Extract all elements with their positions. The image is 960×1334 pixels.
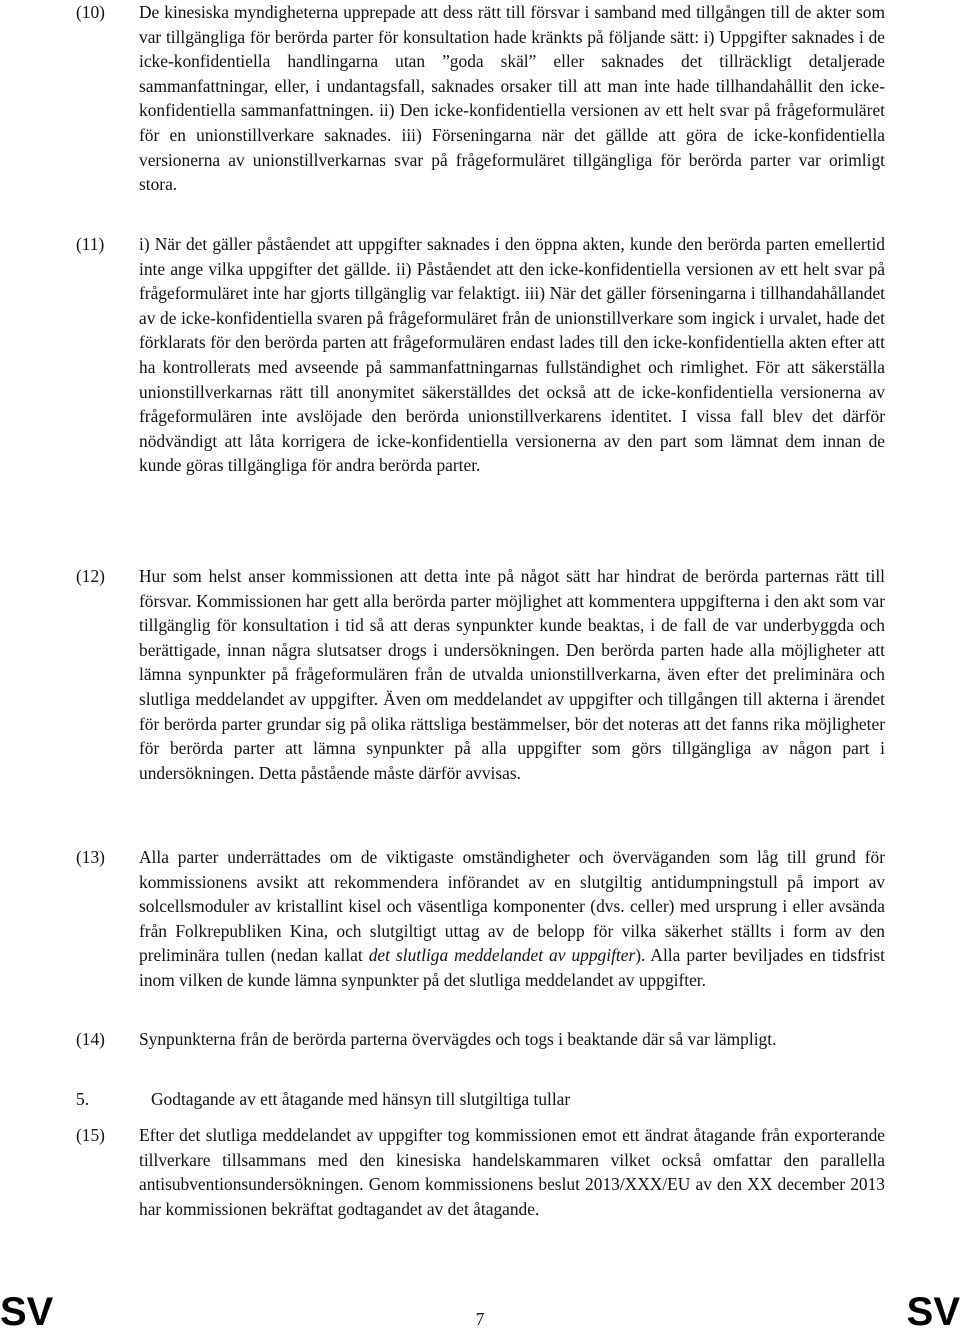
- section-title: Godtagande av ett åtagande med hänsyn till slutgiltiga tullar: [151, 1089, 571, 1109]
- paragraph-text: i) När det gäller påståendet att uppgifter saknades i den öppna akten, kunde den berörda parten emellertid inte ange vilka uppgifter det gällde. ii) Påståendet att den icke-konfidentiella versionen av ett helt svar på frågeformuläret inte har gjorts tillgänglig var felaktigt. iii) När det gäller förseningarna i tillhandahållandet av de icke-konfidentiella svaren på frågeformuläret från de unionstillverkare som ingick i urvalet, hade det förklarats för den berörda parten att frågeformulären endast lades till den icke-konfidentiella akten efter att ha kontrollerats med avseende på sammanfattningarnas fullständighet och rimlighet. För att säkerställa unionstillverkarnas rätt till anonymitet säkerställdes det också att de icke-konfidentiella versionerna av frågeformulären inte avslöjade den berörda unionstillverkarens identitet. I vissa fall blev det därför nödvändigt att låta korrigera de icke-konfidentiella versionerna av den part som lämnat dem innan de kunde göras tillgängliga för andra berörda parter.: [139, 234, 885, 476]
- paragraph-number: (15): [76, 1125, 105, 1145]
- paragraph-text-end: ). Alla parter beviljades en tidsfrist inom vilken de kunde lämna synpunkter på det slutliga meddelandet av uppgifter.: [139, 945, 885, 990]
- paragraph-number: (14): [76, 1029, 105, 1049]
- paragraph-text: De kinesiska myndigheterna upprepade att dess rätt till försvar i samband med tillgången till de akter som var tillgängliga för berörda parter för konsultation hade kränkts på följande sätt: i) Uppgifter saknades i de icke-konfidentiella handlingarna utan ”goda skäl” eller saknades det tillräckligt detaljerade sammanfattningar, eller, i undantagsfall, saknades orsaker till att man inte hade tillhandahållit den icke-konfidentiella sammanfattningen. ii) Den icke-konfidentiella versionen av ett helt svar på frågeformuläret för en unionstillverkare saknades. iii) Förseningarna när det gällde att göra de icke-konfidentiella versionerna av unionstillverkarnas svar på frågeformuläret tillgängliga för berörda parter var orimligt stora.: [139, 2, 885, 195]
- paragraph-number: (13): [76, 847, 105, 867]
- footer-language-code: SV: [0, 1290, 54, 1334]
- paragraph-text: [139, 845, 885, 993]
- paragraph-text: Efter det slutliga meddelandet av uppgifter tog kommissionen emot ett ändrat åtagande från exporterande tillverkare tillsammans med den kinesiska handelskammaren vilket också omfattar den parallella antisubventionsundersökningen. Genom kommissionens beslut 2013/XXX/EU av den XX december 2013 har kommissionen bekräftat godtagandet av det åtagande.: [139, 1125, 885, 1219]
- paragraph-number: (10): [76, 2, 105, 22]
- paragraph-number: (11): [76, 234, 105, 254]
- section-number: 5.: [76, 1089, 90, 1109]
- paragraph-text: Synpunkterna från de berörda parterna övervägdes och togs i beaktande där så var lämpligt.: [139, 1029, 777, 1049]
- footer-language-code: SV: [906, 1290, 960, 1334]
- paragraph-text: Hur som helst anser kommissionen att detta inte på något sätt har hindrat de berörda parternas rätt till försvar. Kommissionen har gett alla berörda parter möjlighet att kommentera uppgifterna i den akt som var tillgänglig för konsultation i tid så att deras synpunkter kunde beaktas, i de fall de var underbyggda och berättigade, innan några slutsatser drogs i undersökningen. Den berörda parten hade alla möjligheter att lämna synpunkter på frågeformulären från de utvalda unionstillverkarna, även efter det preliminära och slutliga meddelandet av uppgifter. Även om meddelandet av uppgifter och tillgången till akterna i ärendet för berörda parter grundar sig på olika rättsliga bestämmelser, bör det noteras att det fanns rika möjligheter för berörda parter att lämna synpunkter på alla uppgifter som görs tillgängliga av någon part i undersökningen. Detta påstående måste därför avvisas.: [139, 566, 885, 783]
- paragraph-text-start: Alla parter underrättades om de viktigaste omständigheter och överväganden som låg till grund för kommissionens avsikt att rekommendera införandet av en slutgiltig antidumpningstull på import av solcellsmoduler av kristallint kisel och väsentliga komponenter (dvs. celler) med ursprung i eller avsända från Folkrepubliken Kina, och slutgiltigt uttag av de belopp för vilka säkerhet ställts i form av den preliminära tullen (nedan kallat: [139, 847, 885, 966]
- page-number: 7: [475, 1309, 485, 1329]
- defined-term: det slutliga meddelandet av uppgifter: [368, 945, 636, 966]
- paragraph-number: (12): [76, 566, 105, 586]
